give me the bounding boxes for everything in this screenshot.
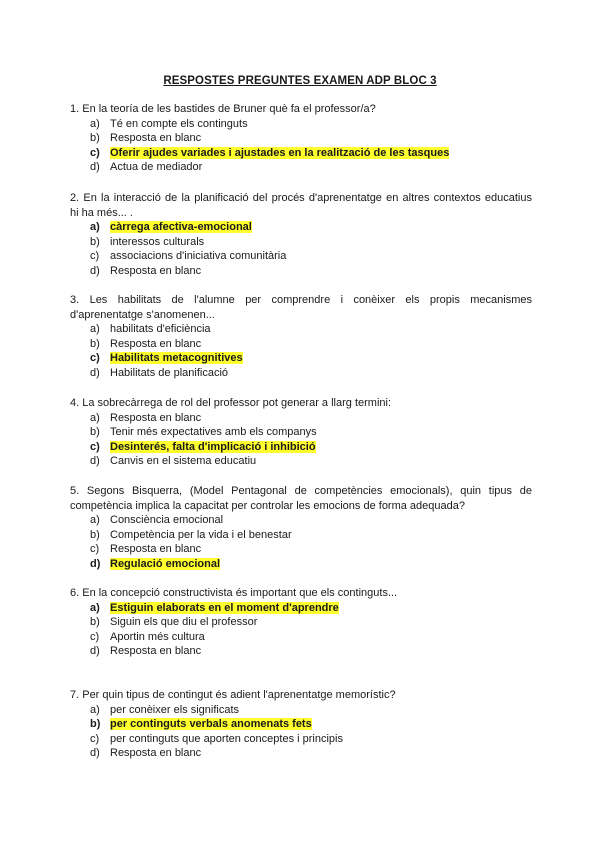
option-1b: b) Resposta en blanc	[90, 132, 202, 145]
question-6-text: 6. En la concepció constructivista és important que els continguts...	[70, 587, 398, 599]
question-5-options	[70, 513, 532, 571]
question-2-text-line-1: 2. En la interacció de la planificació del procés d'aprenentatge en altres contextos educatius	[70, 192, 532, 204]
question-1-options	[70, 117, 532, 175]
option-4b: b) Tenir més expectatives amb els companys	[90, 426, 317, 439]
question-1	[70, 102, 532, 175]
option-6b: b) Siguin els que diu el professor	[90, 616, 258, 629]
question-5	[70, 484, 532, 572]
option-5d-correct-answer: d) Regulació emocional	[90, 557, 221, 570]
question-2-options	[70, 220, 532, 278]
option-1c-correct-answer: c) Oferir ajudes variades i ajustades en la realització de les tasques	[90, 146, 450, 159]
option-6a-correct-answer: a) Estiguin elaborats en el moment d'aprendre	[90, 601, 339, 614]
option-2c: c) associacions d'iniciativa comunitària	[90, 250, 287, 263]
question-7	[70, 688, 532, 761]
option-5b: b) Competència per la vida i el benestar	[90, 528, 292, 541]
question-1-text: 1. En la teoría de les bastides de Bruner què fa el professor/a?	[70, 103, 376, 115]
question-4	[70, 396, 532, 469]
option-4d: d) Canvis en el sistema educatiu	[90, 455, 257, 468]
option-5a: a) Consciència emocional	[90, 514, 224, 527]
question-6-options	[70, 601, 532, 659]
question-6	[70, 586, 532, 659]
option-4a: a) Resposta en blanc	[90, 411, 202, 424]
option-2a-correct-answer: a) càrrega afectiva-emocional	[90, 221, 252, 234]
question-3	[70, 293, 532, 381]
option-7a: a) per conèixer els significats	[90, 703, 240, 716]
option-1a: a) Té en compte els continguts	[90, 117, 248, 130]
page-title: RESPOSTES PREGUNTES EXAMEN ADP BLOC 3	[163, 75, 437, 87]
option-2b: b) interessos culturals	[90, 235, 205, 248]
option-3b: b) Resposta en blanc	[90, 337, 202, 350]
option-3a: a) habilitats d'eficiència	[90, 323, 211, 336]
question-7-text: 7. Per quin tipus de contingut és adient l'aprenentatge memorístic?	[70, 689, 396, 701]
option-6d: d) Resposta en blanc	[90, 645, 202, 658]
question-5-text-line-1: 5. Segons Bisquerra, (Model Pentagonal de competències emocionals), quin tipus de	[70, 485, 532, 497]
option-6c: c) Aportin més cultura	[90, 630, 205, 643]
option-2d: d) Resposta en blanc	[90, 264, 202, 277]
option-4c-correct-answer: c) Desinterés, falta d'implicació i inhibició	[90, 440, 316, 453]
question-3-text-line-1: 3. Les habilitats de l'alumne per comprendre i conèixer els propis mecanismes	[70, 294, 532, 306]
question-5-text-line-2: competència implica la capacitat per controlar les emocions de forma adequada?	[70, 499, 465, 512]
option-3c-correct-answer: c) Habilitats metacognitives	[90, 352, 243, 365]
question-4-text: 4. La sobrecàrrega de rol del professor pot generar a llarg termini:	[70, 397, 392, 409]
question-7-options	[70, 703, 532, 761]
option-3d: d) Habilitats de planificació	[90, 366, 229, 379]
question-2	[70, 191, 532, 279]
option-7c: c) per continguts que aporten conceptes i principis	[90, 732, 343, 745]
question-3-text-line-2: d'aprenentatge s'anomenen...	[70, 308, 215, 321]
option-1d: d) Actua de mediador	[90, 161, 203, 174]
option-7d: d) Resposta en blanc	[90, 747, 202, 760]
option-5c: c) Resposta en blanc	[90, 543, 202, 556]
question-4-options	[70, 411, 532, 469]
option-7b-correct-answer: b) per continguts verbals anomenats fets	[90, 718, 312, 731]
question-2-text-line-2: hi ha més... .	[70, 206, 133, 219]
question-3-options	[70, 322, 532, 380]
